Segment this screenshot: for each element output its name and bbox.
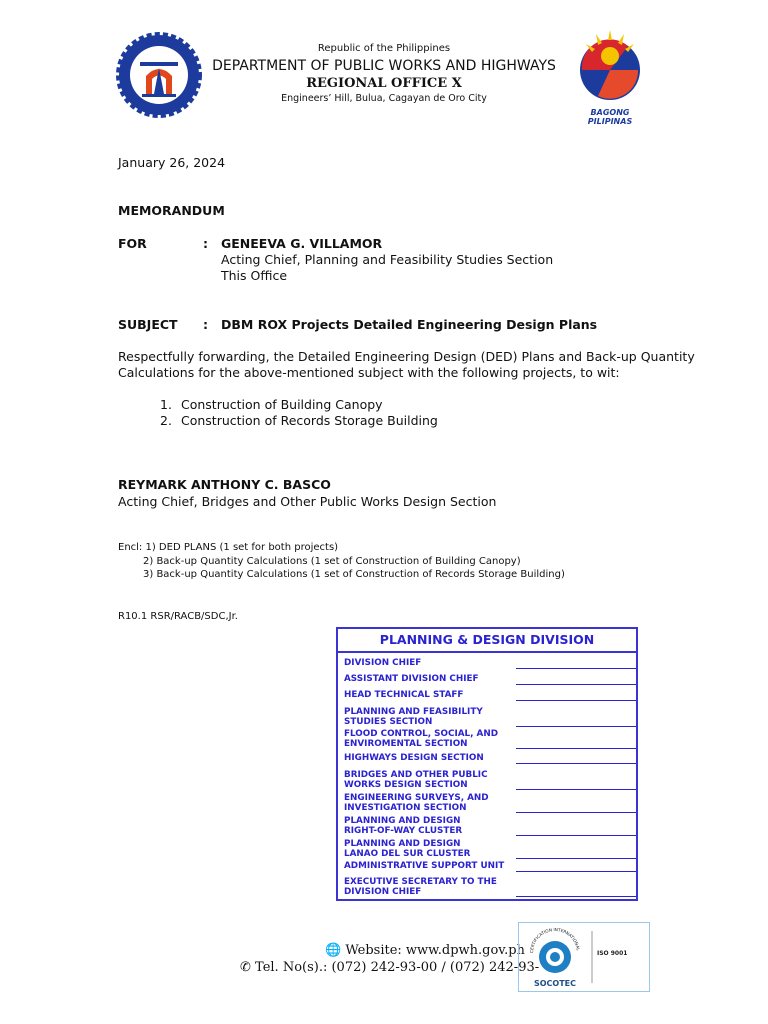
subject-text: DBM ROX Projects Detailed Engineering Design Plans (221, 317, 598, 332)
signature-line (516, 763, 636, 764)
project-number: 1. (160, 397, 172, 412)
stamp-row-text: PLANNING AND DESIGN (344, 816, 461, 826)
enclosure-line: 2) Back-up Quantity Calculations (1 set of Construction of Building Canopy) (143, 556, 521, 567)
iso-certification-badge (518, 922, 650, 992)
reference-code: R10.1 RSR/RACB/SDC,Jr. (118, 611, 238, 622)
stamp-row-text: ADMINISTRATIVE SUPPORT UNIT (344, 861, 505, 871)
for-colon: : (203, 236, 208, 251)
dpwh-seal-logo (116, 32, 202, 118)
phone-icon: ✆ (240, 960, 251, 975)
for-label: FOR (118, 236, 147, 251)
bagong-pilipinas-logo (568, 26, 652, 126)
body-line-1: Respectfully forwarding, the Detailed Engineering Design (DED) Plans and Back-up Quantity (118, 349, 695, 364)
stamp-row-label (344, 862, 522, 872)
iso-brand: SOCOTEC (533, 979, 577, 988)
subject-colon: : (203, 317, 208, 332)
stamp-row-text: DIVISION CHIEF (344, 658, 422, 668)
stamp-row-label (344, 659, 522, 669)
website-line (325, 943, 525, 958)
enclosure-line: Encl: 1) DED PLANS (1 set for both projects) (118, 542, 339, 553)
telephone-line (240, 960, 539, 975)
telephone-text: Tel. No(s).: (072) 242-93-00 / (072) 242-93- (255, 960, 540, 975)
stamp-row-label (344, 840, 522, 859)
signature-line (516, 700, 636, 701)
stamp-row-text: ENGINEERING SURVEYS, AND (344, 793, 489, 803)
stamp-row-text: WORKS DESIGN SECTION (344, 779, 468, 790)
memo-date: January 26, 2024 (118, 155, 226, 170)
signature-line (516, 726, 636, 727)
signature-line (516, 812, 636, 813)
iso-standard: ISO 9001 (597, 950, 628, 957)
signatory-position: Acting Chief, Bridges and Other Public Works Design Section (118, 494, 497, 509)
signature-line (516, 871, 636, 872)
recipient-office: This Office (221, 268, 288, 283)
republic-line: Republic of the Philippines (317, 43, 451, 54)
signature-line (516, 748, 636, 749)
stamp-row-text: ASSISTANT DIVISION CHIEF (344, 674, 479, 684)
stamp-row-label (344, 878, 522, 897)
project-item: Construction of Building Canopy (181, 397, 383, 412)
stamp-row-label (344, 794, 522, 813)
subject-label: SUBJECT (118, 317, 178, 332)
recipient-position: Acting Chief, Planning and Feasibility Studies Section (221, 252, 554, 267)
signature-line (516, 789, 636, 790)
project-item: Construction of Records Storage Building (181, 413, 438, 428)
stamp-row-text: ENVIROMENTAL SECTION (344, 738, 468, 749)
stamp-row-text: PLANNING AND DESIGN (344, 839, 461, 849)
stamp-row-label (344, 675, 522, 685)
signature-line (516, 896, 636, 897)
office-address: Engineers’ Hill, Bulua, Cagayan de Oro City (281, 93, 487, 104)
signature-line (516, 858, 636, 859)
stamp-title: PLANNING & DESIGN DIVISION (338, 629, 636, 653)
stamp-row-text: RIGHT-OF-WAY CLUSTER (344, 825, 463, 836)
signatory-name: REYMARK ANTHONY C. BASCO (118, 477, 331, 492)
stamp-row-text: HEAD TECHNICAL STAFF (344, 690, 464, 700)
globe-icon: 🌐 (325, 943, 342, 958)
stamp-row-label (344, 730, 522, 749)
signature-line (516, 835, 636, 836)
website-text: Website: www.dpwh.gov.ph (345, 943, 525, 958)
stamp-row-text: EXECUTIVE SECRETARY TO THE (344, 877, 497, 887)
stamp-row-text: DIVISION CHIEF (344, 886, 422, 897)
stamp-row-text: HIGHWAYS DESIGN SECTION (344, 753, 484, 763)
routing-stamp (336, 627, 638, 901)
signature-line (516, 684, 636, 685)
stamp-row-label (344, 771, 522, 790)
stamp-row-label (344, 708, 522, 727)
department-name: DEPARTMENT OF PUBLIC WORKS AND HIGHWAYS (212, 58, 556, 74)
stamp-row-text: STUDIES SECTION (344, 716, 433, 727)
stamp-row-text: PLANNING AND FEASIBILITY (344, 707, 483, 717)
stamp-row-text: BRIDGES AND OTHER PUBLIC (344, 770, 488, 780)
stamp-row-text: FLOOD CONTROL, SOCIAL, AND (344, 729, 499, 739)
stamp-row-label (344, 754, 522, 764)
stamp-row-label (344, 817, 522, 836)
regional-office: REGIONAL OFFICE X (306, 76, 462, 91)
project-number: 2. (160, 413, 172, 428)
stamp-row-text: INVESTIGATION SECTION (344, 802, 467, 813)
signature-line (516, 668, 636, 669)
memo-heading: MEMORANDUM (118, 203, 225, 218)
stamp-row-text: LANAO DEL SUR CLUSTER (344, 848, 471, 859)
enclosure-line: 3) Back-up Quantity Calculations (1 set of Construction of Records Storage Building) (143, 569, 565, 580)
body-line-2: Calculations for the above-mentioned subject with the following projects, to wit: (118, 365, 620, 380)
bagong-pilipinas-text: BAGONG PILIPINAS (587, 108, 633, 126)
stamp-row-label (344, 691, 522, 701)
recipient-name: GENEEVA G. VILLAMOR (221, 236, 383, 251)
iso-ring-text: CERTIFICATION INTERNATIONAL (528, 926, 581, 954)
